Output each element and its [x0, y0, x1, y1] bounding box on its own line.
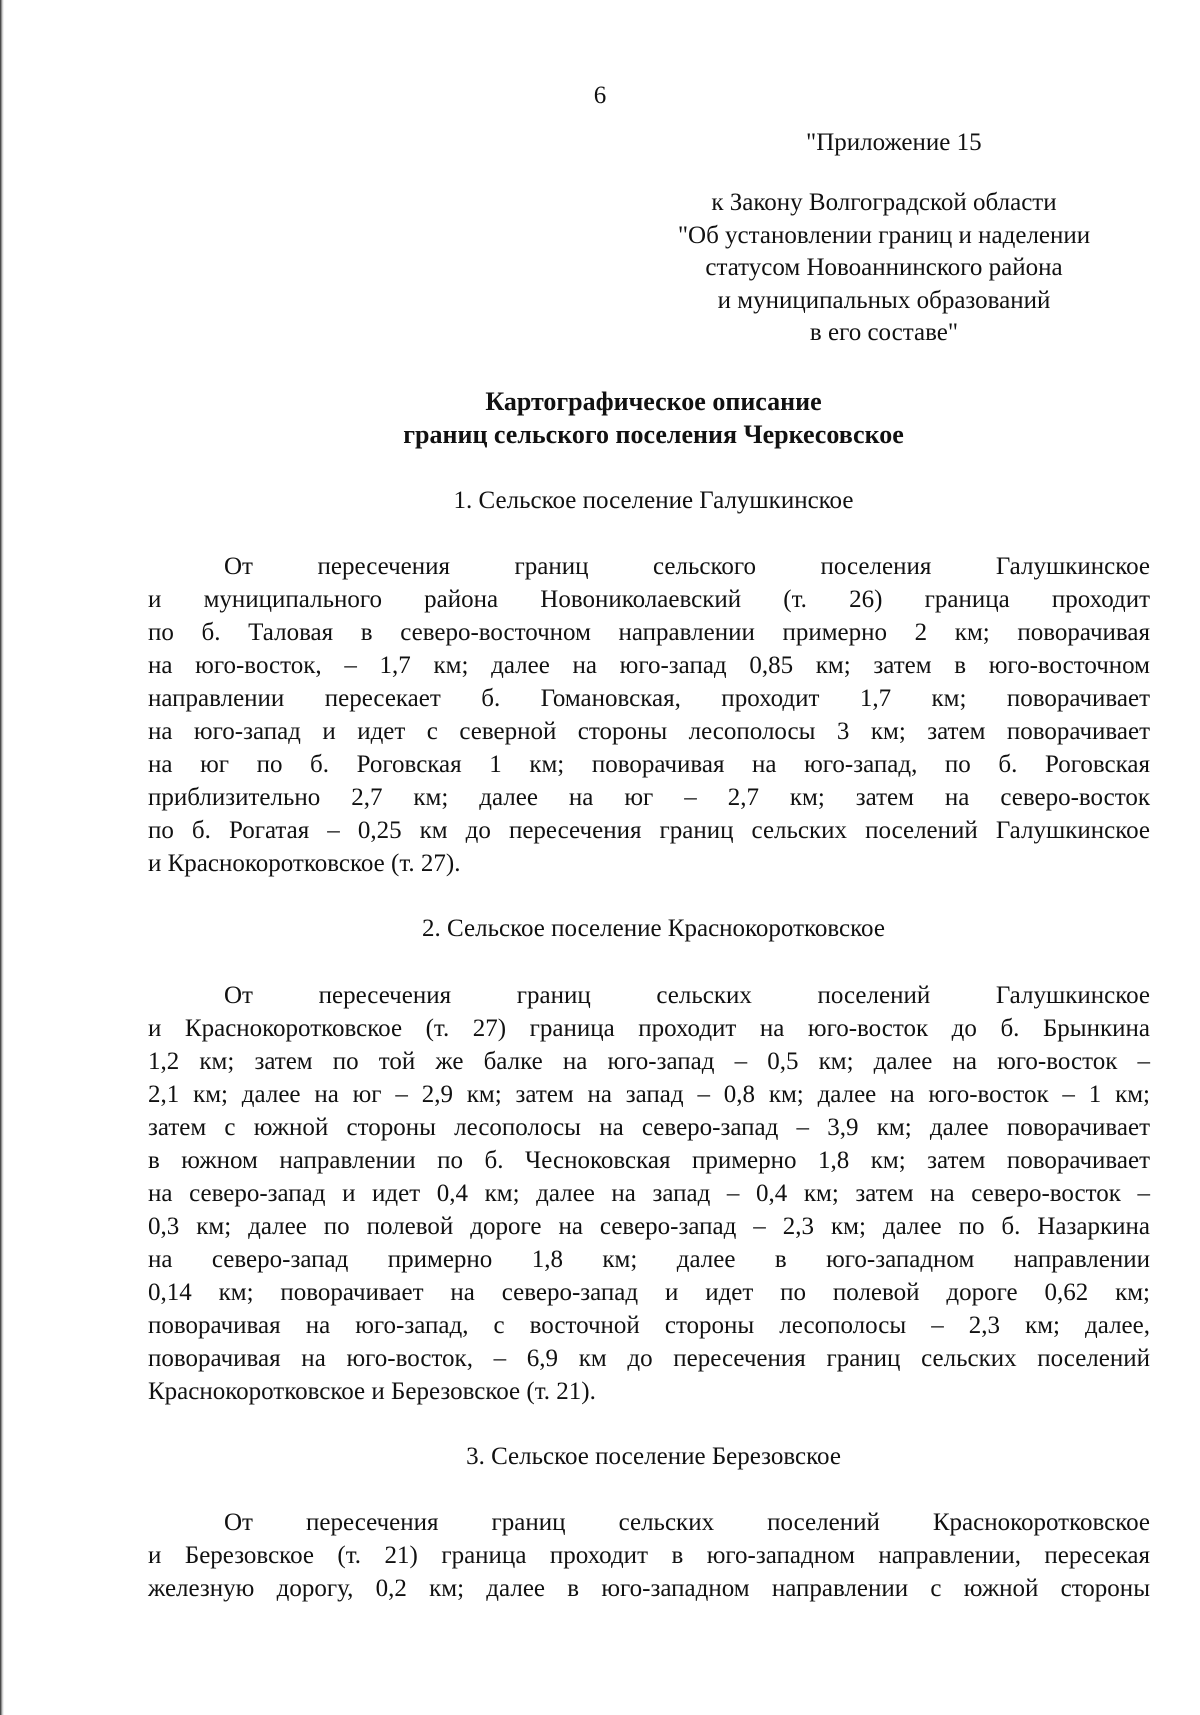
paragraph-line: по б. Рогатая – 0,25 км до пересечения границ сельских поселений Галушкинское	[148, 817, 1150, 844]
law-reference-line: статусом Новоаннинского района	[705, 254, 1063, 281]
paragraph-line: От пересечения границ сельских поселений Галушкинское	[224, 982, 1150, 1009]
paragraph-line: От пересечения границ сельского поселения Галушкинское	[224, 553, 1150, 580]
paragraph-line: 2,1 км; далее на юг – 2,9 км; затем на запад – 0,8 км; далее на юго-восток – 1 км;	[148, 1081, 1150, 1108]
section-heading-3: 3. Сельское поселение Березовское	[466, 1443, 841, 1470]
paragraph-line: и Краснокоротковское (т. 27) граница проходит на юго-восток до б. Брынкина	[148, 1015, 1150, 1042]
paragraph-line: на северо-запад и идет 0,4 км; далее на запад – 0,4 км; затем на северо-восток –	[148, 1180, 1150, 1207]
paragraph-line: 0,3 км; далее по полевой дороге на северо-запад – 2,3 км; далее по б. Назаркина	[148, 1213, 1150, 1240]
law-reference-line: в его составе"	[809, 319, 959, 346]
paragraph-line: От пересечения границ сельских поселений Краснокоротковское	[224, 1509, 1150, 1536]
paragraph-line: на юго-восток, – 1,7 км; далее на юго-запад 0,85 км; затем в юго-восточном	[148, 652, 1150, 679]
document-title	[0, 385, 1200, 451]
document-title-line: Картографическое описание	[485, 387, 822, 416]
paragraph-line: поворачивая на юго-запад, с восточной стороны лесополосы – 2,3 км; далее,	[148, 1312, 1150, 1339]
law-reference	[648, 187, 1148, 350]
section-paragraph-3	[148, 1506, 1150, 1605]
section-heading-2: 2. Сельское поселение Краснокоротковское	[422, 915, 885, 942]
document-title-line: границ сельского поселения Черкесовское	[403, 420, 904, 449]
paragraph-line: направлении пересекает б. Гомановская, проходит 1,7 км; поворачивает	[148, 685, 1150, 712]
section-paragraph-1	[148, 550, 1150, 880]
section-heading-1: 1. Сельское поселение Галушкинское	[453, 487, 854, 514]
paragraph-line: 1,2 км; затем по той же балке на юго-запад – 0,5 км; далее на юго-восток –	[148, 1048, 1150, 1075]
paragraph-line: Краснокоротковское и Березовское (т. 21).	[148, 1378, 596, 1405]
paragraph-line: поворачивая на юго-восток, – 6,9 км до пересечения границ сельских поселений	[148, 1345, 1150, 1372]
paragraph-line: железную дорогу, 0,2 км; далее в юго-западном направлении с южной стороны	[148, 1575, 1150, 1602]
paragraph-line: 0,14 км; поворачивает на северо-запад и идет по полевой дороге 0,62 км;	[148, 1279, 1150, 1306]
paragraph-line: приблизительно 2,7 км; далее на юг – 2,7 км; затем на северо-восток	[148, 784, 1150, 811]
paragraph-line: и Березовское (т. 21) граница проходит в юго-западном направлении, пересекая	[148, 1542, 1150, 1569]
paragraph-line: по б. Таловая в северо-восточном направлении примерно 2 км; поворачивая	[148, 619, 1150, 646]
law-reference-line: к Закону Волгоградской области	[711, 189, 1057, 216]
paragraph-line: затем с южной стороны лесополосы на северо-запад – 3,9 км; далее поворачивает	[148, 1114, 1150, 1141]
paragraph-line: на юго-запад и идет с северной стороны лесополосы 3 км; затем поворачивает	[148, 718, 1150, 745]
paragraph-line: на северо-запад примерно 1,8 км; далее в юго-западном направлении	[148, 1246, 1150, 1273]
page-number: 6	[593, 82, 607, 109]
paragraph-line: на юг по б. Роговская 1 км; поворачивая на юго-запад, по б. Роговская	[148, 751, 1150, 778]
section-paragraph-2	[148, 979, 1150, 1408]
law-reference-line: "Об установлении границ и наделении	[677, 221, 1091, 249]
appendix-title: "Приложение 15	[806, 129, 982, 156]
paragraph-line: и муниципального района Новониколаевский (т. 26) граница проходит	[148, 586, 1150, 613]
paragraph-line: в южном направлении по б. Чесноковская примерно 1,8 км; затем поворачивает	[148, 1147, 1150, 1174]
law-reference-line: и муниципальных образований	[717, 286, 1051, 314]
paragraph-line: и Краснокоротковское (т. 27).	[148, 850, 461, 877]
